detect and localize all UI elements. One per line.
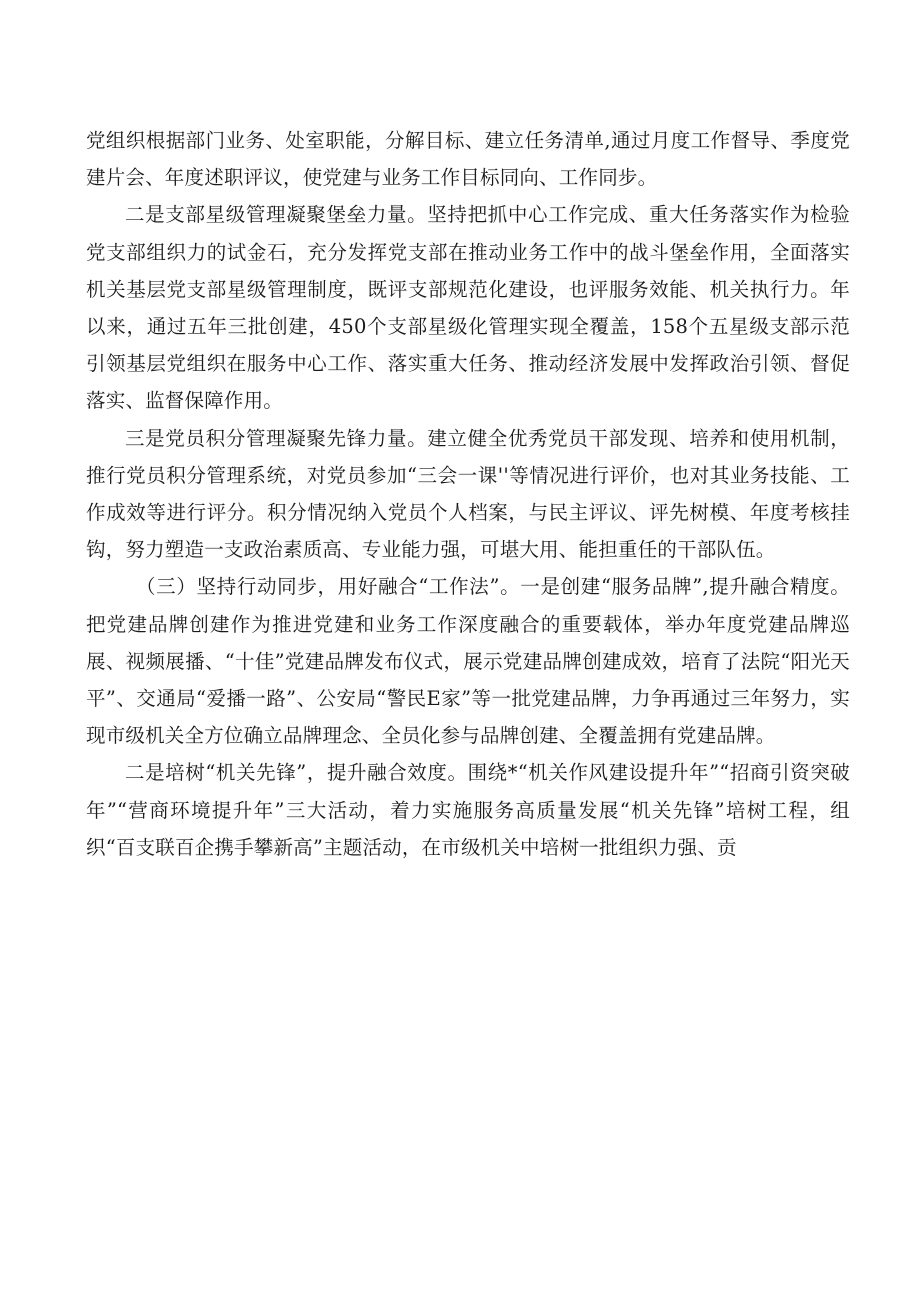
paragraph-2: 二是支部星级管理凝聚堡垒力量。坚持把抓中心工作完成、重大任务落实作为检验党支部组织力的试金石，充分发挥党支部在推动业务工作中的战斗堡垒作用，全面落实机关基层党支部星级管理制度，既评支部规范化建设，也评服务效能、机关执行力。年以来，通过五年三批创建，450个支部星级化管理实现全覆盖，158个五星级支部示范引领基层党组织在服务中心工作、落实重大任务、推动经济发展中发挥政治引领、督促落实、监督保障作用。: [86, 203, 850, 413]
paragraph-3: 三是党员积分管理凝聚先锋力量。建立健全优秀党员干部发现、培养和使用机制，推行党员积分管理系统，对党员参加“三会一课''等情况进行评价，也对其业务技能、工作成效等进行评分。积分情况纳入党员个人档案，与民主评议、评先树模、年度考核挂钩，努力塑造一支政治素质高、专业能力强，可堪大用、能担重任的干部队伍。: [86, 426, 850, 562]
paragraph-5: 二是培树“机关先锋”，提升融合效度。围绕*“机关作风建设提升年”“招商引资突破年”“营商环境提升年”三大活动，着力实施服务高质量发展“机关先锋”培树工程，组织“百支联百企携手攀新高”主题活动，在市级机关中培树一批组织力强、贡: [86, 761, 850, 859]
paragraph-4: （三）坚持行动同步，用好融合“工作法”。一是创建“服务品牌”,提升融合精度。把党建品牌创建作为推进党建和业务工作深度融合的重要载体，举办年度党建品牌巡展、视频展播、“十佳”党建品牌发布仪式，展示党建品牌创建成效，培育了法院“阳光天平”、交通局“爱播一路”、公安局“警民E家”等一批党建品牌，力争再通过三年努力，实现市级机关全方位确立品牌理念、全员化参与品牌创建、全覆盖拥有党建品牌。: [86, 575, 850, 748]
paragraph-1: 党组织根据部门业务、处室职能，分解目标、建立任务清单,通过月度工作督导、季度党建片会、年度述职评议，使党建与业务工作目标同向、工作同步。: [86, 129, 850, 190]
document-body: [86, 122, 850, 866]
